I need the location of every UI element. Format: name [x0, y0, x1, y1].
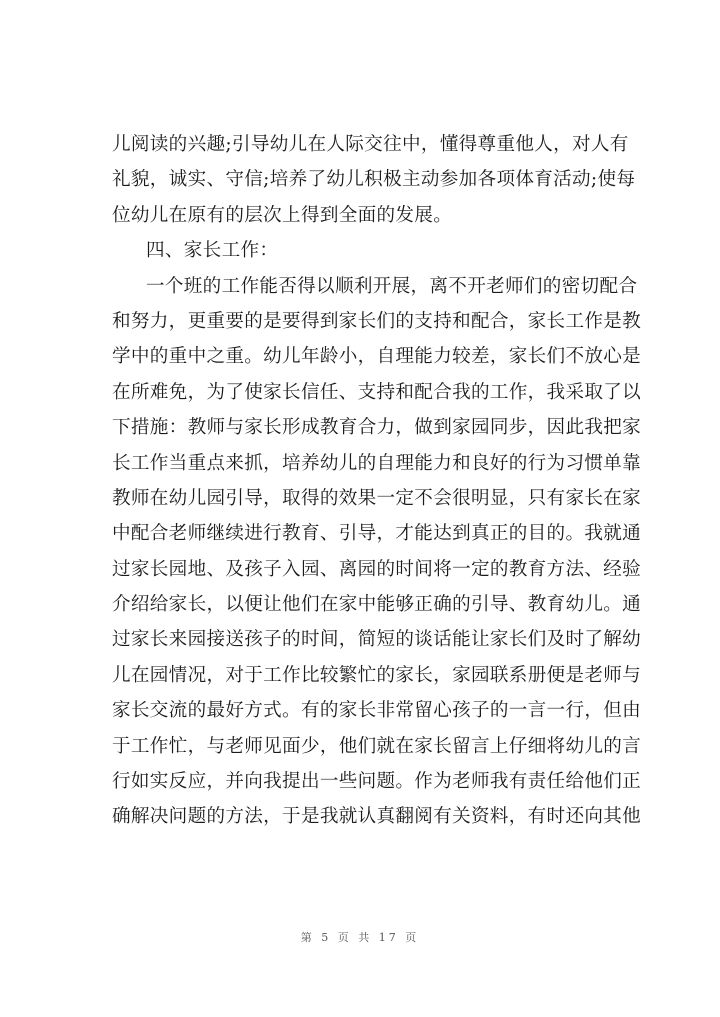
section-heading: 四、家长工作： — [146, 240, 279, 262]
text-line: 于工作忙，与老师见面少，他们就在家长留言上仔细将幼儿的言 — [112, 735, 642, 757]
text-line: 长工作当重点来抓，培养幼儿的自理能力和良好的行为习惯单靠 — [112, 452, 642, 474]
text-line: 位幼儿在原有的层次上得到全面的发展。 — [112, 204, 453, 226]
text-line: 儿阅读的兴趣;引导幼儿在人际交往中，懂得尊重他人，对人有 — [112, 134, 629, 155]
text-line: 儿在园情况，对于工作比较繁忙的家长，家园联系册便是老师与 — [112, 664, 642, 686]
text-line: 中配合老师继续进行教育、引导，才能达到真正的目的。我就通 — [112, 523, 642, 545]
text-line: 教师在幼儿园引导，取得的效果一定不会很明显，只有家长在家 — [112, 487, 642, 509]
text-line: 在所难免，为了使家长信任、支持和配合我的工作，我采取了以 — [112, 381, 642, 403]
page-number-footer: 第 5 页 共 17 页 — [300, 931, 420, 944]
text-line: 过家长来园接送孩子的时间，简短的谈话能让家长们及时了解幼 — [112, 629, 642, 651]
text-line: 一个班的工作能否得以顺利开展，离不开老师们的密切配合 — [146, 275, 638, 297]
text-line: 行如实反应，并向我提出一些问题。作为老师我有责任给他们正 — [112, 771, 642, 793]
text-line: 礼貌，诚实、守信;培养了幼儿积极主动参加各项体育活动;使每 — [112, 169, 636, 191]
text-line: 家长交流的最好方式。有的家长非常留心孩子的一言一行，但由 — [112, 700, 642, 722]
document-body — [112, 127, 642, 835]
text-line: 介绍给家长，以便让他们在家中能够正确的引导、教育幼儿。通 — [112, 594, 642, 616]
text-line: 学中的重中之重。幼儿年龄小，自理能力较差，家长们不放心是 — [112, 346, 642, 368]
text-line: 确解决问题的方法，于是我就认真翻阅有关资料，有时还向其他 — [112, 806, 642, 828]
text-line: 过家长园地、及孩子入园、离园的时间将一定的教育方法、经验 — [112, 558, 642, 580]
text-line: 和努力，更重要的是要得到家长们的支持和配合，家长工作是教 — [112, 310, 642, 332]
text-line: 下措施：教师与家长形成教育合力，做到家园同步，因此我把家 — [112, 417, 642, 439]
